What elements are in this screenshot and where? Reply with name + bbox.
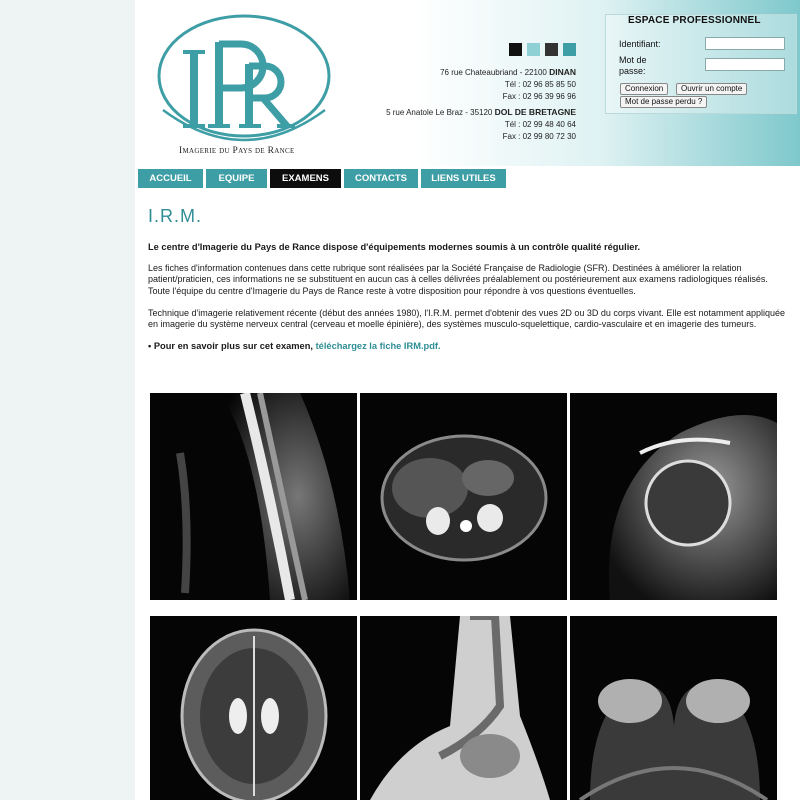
connexion-button[interactable]: Connexion <box>620 83 668 95</box>
download-prefix: • Pour en savoir plus sur cet examen, <box>148 341 316 352</box>
address-dol-city: DOL DE BRETAGNE <box>494 107 576 117</box>
address-dol <box>386 106 576 143</box>
main-content <box>148 206 788 351</box>
mri-abdomen-image <box>360 393 567 600</box>
page-title: I.R.M. <box>148 206 202 226</box>
mri-shoulder-image <box>570 393 777 600</box>
nav-equipe[interactable]: EQUIPE <box>206 169 267 188</box>
mri-foot-image <box>360 616 567 800</box>
nav-accueil[interactable]: ACCUEIL <box>138 169 203 188</box>
color-swatches <box>509 43 576 56</box>
address-dinan <box>440 66 576 103</box>
page <box>135 0 800 800</box>
header <box>135 0 800 166</box>
nav-contacts[interactable]: CONTACTS <box>344 169 418 188</box>
address-dinan-city: DINAN <box>549 67 576 77</box>
pro-title: ESPACE PROFESSIONNEL <box>628 15 761 26</box>
swatch-2[interactable] <box>527 43 540 56</box>
address-dinan-street: 76 rue Chateaubriand - 22100 <box>440 68 550 77</box>
info-paragraph: Les fiches d'information contenues dans cette rubrique sont réalisées par la Société Française de Radiologie (SFR). Destinées à améliorer la relation patient/praticien, ces informations ne se substituent en aucun cas à celles délivrées préalablement ou postérieurement aux examens radiologiques réalisés. Toute l'équipe du centre d'Imagerie du Pays de Rance reste à votre disposition pour répondre à vos questions éventuelles. <box>148 263 768 296</box>
lead-paragraph: Le centre d'Imagerie du Pays de Rance dispose d'équipements modernes soumis à un contrôle qualité régulier. <box>148 242 641 252</box>
address-dol-fax: Fax : 02 99 80 72 30 <box>502 132 576 141</box>
pro-login-panel <box>605 14 797 114</box>
address-dol-tel: Tél : 02 99 48 40 64 <box>504 120 576 129</box>
logo-text: Imagerie du Pays de Rance <box>179 146 295 156</box>
nav-examens[interactable]: EXAMENS <box>270 169 341 188</box>
download-link[interactable]: téléchargez la fiche IRM.pdf. <box>315 341 441 352</box>
identifiant-input[interactable] <box>705 37 785 50</box>
ipr-logo[interactable] <box>155 10 335 160</box>
address-dinan-fax: Fax : 02 96 39 96 96 <box>502 92 576 101</box>
swatch-4[interactable] <box>563 43 576 56</box>
main-nav <box>138 169 506 188</box>
lost-password-button[interactable]: Mot de passe perdu ? <box>620 96 707 108</box>
technique-paragraph: Technique d'imagerie relativement récente (début des années 1980), l'I.R.M. permet d'obtenir des vues 2D ou 3D du corps vivant. Elle est notamment appliquée en imagerie du système nerveux central (cerveau et moelle épinière), des systèmes musculo-squelettique, cardio-vasculaire et en imagerie des tumeurs. <box>148 307 786 330</box>
mri-breast-image <box>570 616 777 800</box>
password-label-2: passe: <box>619 66 646 76</box>
password-label-1: Mot de <box>619 55 647 65</box>
address-dol-street: 5 rue Anatole Le Braz - 35120 <box>386 108 495 117</box>
identifiant-label: Identifiant: <box>619 39 661 49</box>
open-account-button[interactable]: Ouvrir un compte <box>676 83 747 95</box>
address-dinan-tel: Tél : 02 96 85 85 50 <box>504 80 576 89</box>
swatch-3[interactable] <box>545 43 558 56</box>
swatch-1[interactable] <box>509 43 522 56</box>
nav-liens-utiles[interactable]: LIENS UTILES <box>421 169 506 188</box>
mri-brain-image <box>150 616 357 800</box>
mri-spine-image <box>150 393 357 600</box>
password-input[interactable] <box>705 58 785 71</box>
download-line <box>148 341 788 351</box>
